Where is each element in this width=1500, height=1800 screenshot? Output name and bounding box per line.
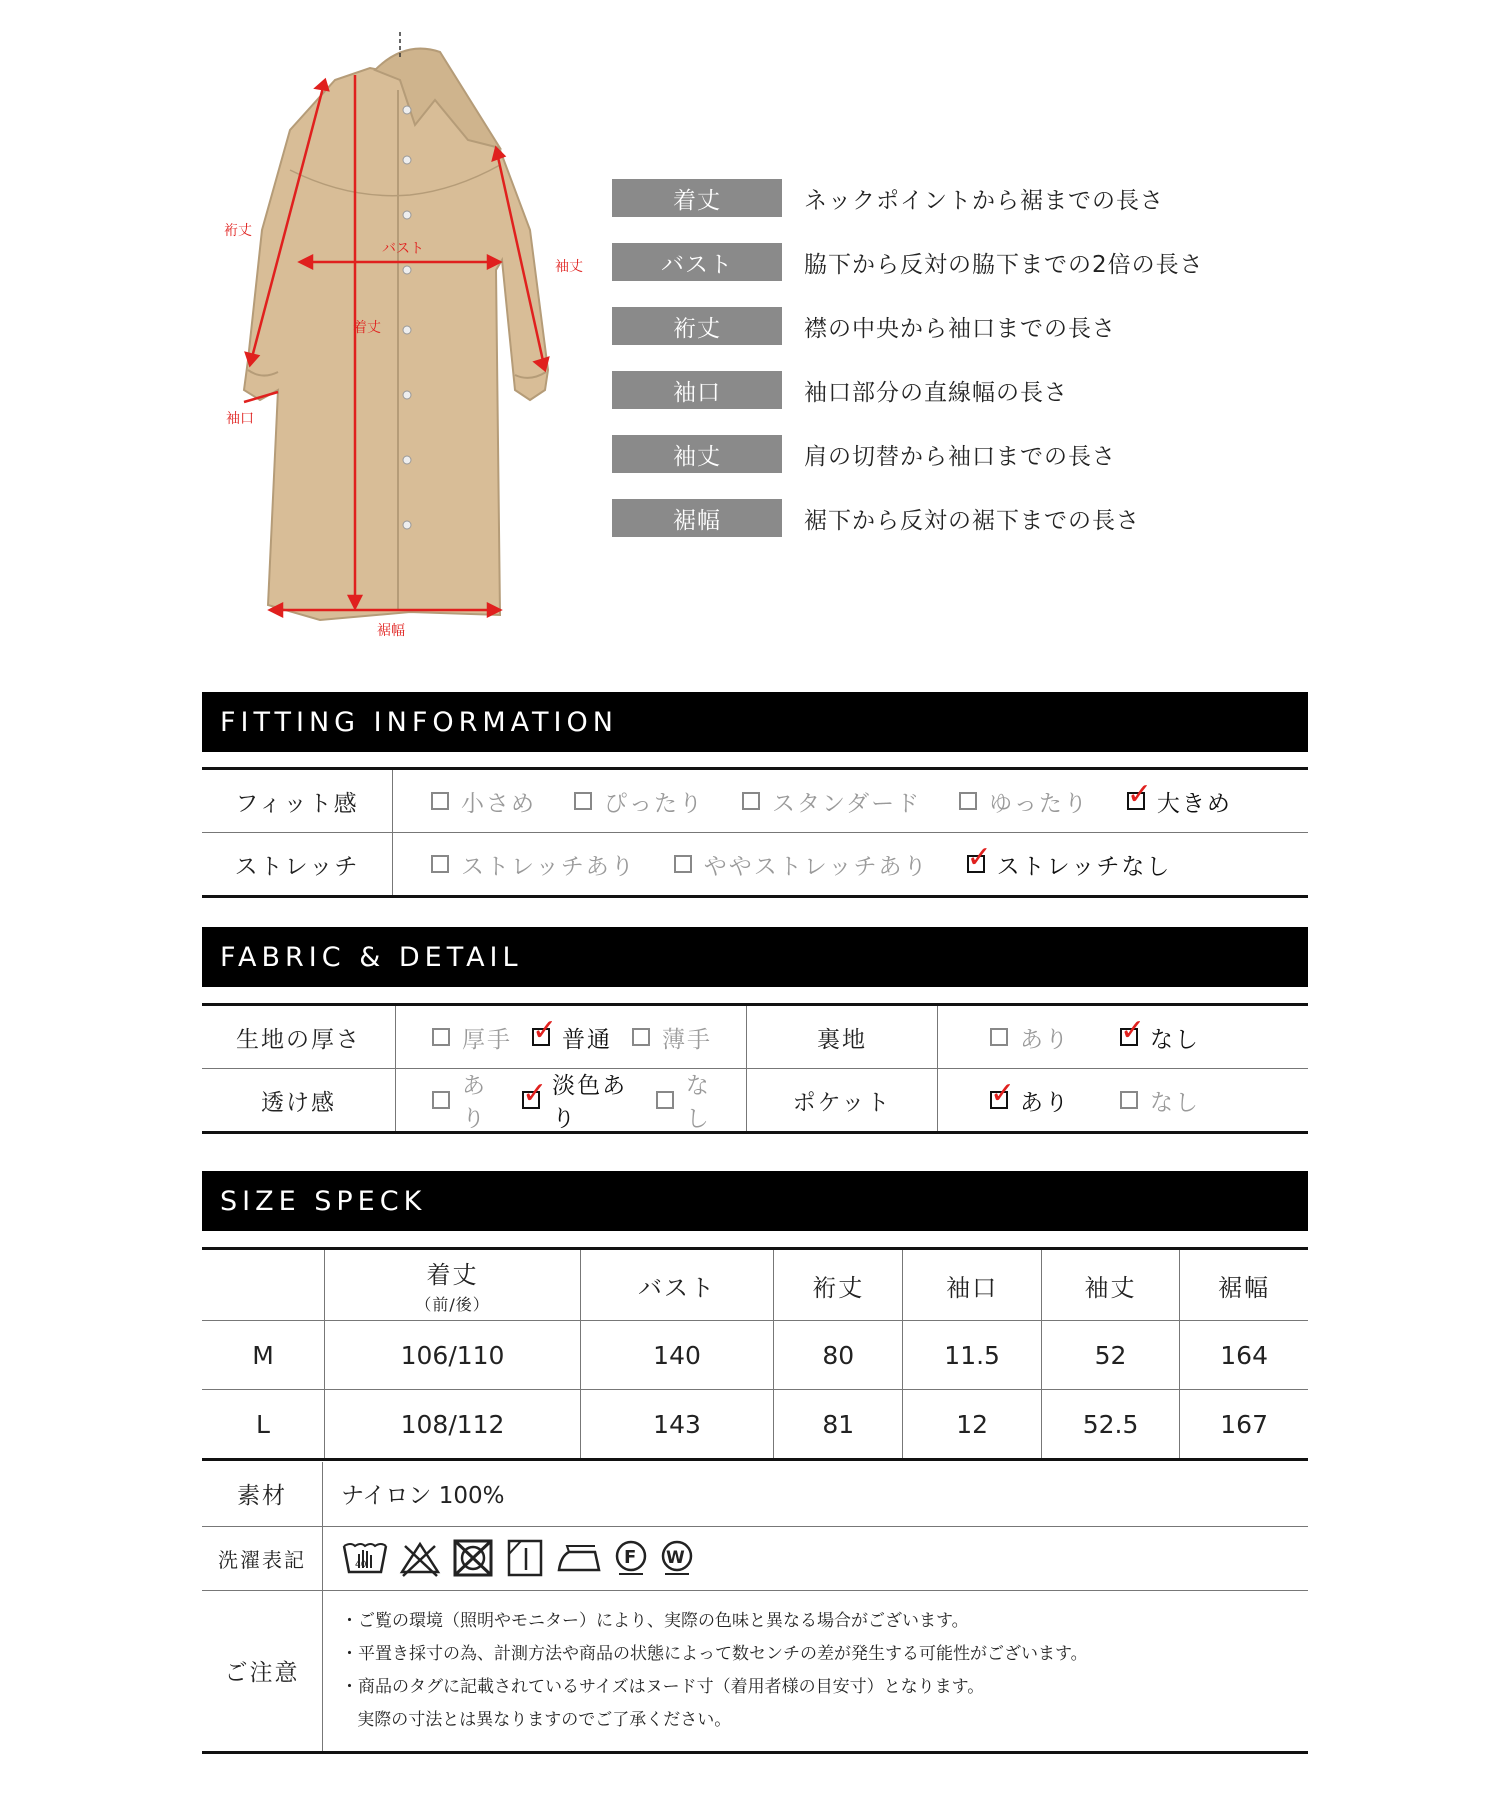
option-label: ストレッチなし [996,853,1172,880]
fit-option [574,785,704,818]
checked-checkbox-icon [966,840,994,875]
sheerness-label: 透け感 [202,1069,396,1131]
legend-row [612,436,1312,472]
size-value: 52.5 [1041,1390,1179,1460]
size-header-cell: バスト [581,1249,774,1321]
option-label: ゆったり [989,790,1089,817]
size-value: 108/112 [325,1390,581,1460]
fabric-table [202,1003,1308,1134]
legend-desc: ネックポイントから裾までの長さ [804,187,1164,214]
legend-desc: 肩の切替から袖口までの長さ [804,443,1116,470]
size-header-cell [325,1249,581,1321]
thickness-option [632,1021,712,1054]
fit-option [959,785,1089,818]
size-header-cell: 裾幅 [1180,1249,1308,1321]
fit-option [742,785,921,818]
lining-option-checked [1120,1013,1200,1054]
option-label: あり [462,1073,487,1132]
option-label: 厚手 [462,1026,512,1053]
fabric-row [202,1006,1308,1069]
size-value: 164 [1180,1321,1308,1390]
checkbox-icon [959,792,977,810]
susohaba-label: 裾幅 [377,623,405,639]
coat-illustration [200,30,620,650]
thickness-options [396,1006,747,1068]
legend-row [612,180,1312,216]
size-value: 106/110 [325,1321,581,1390]
thickness-option [432,1021,512,1054]
size-value: 81 [774,1390,903,1460]
checkbox-icon [656,1091,674,1109]
fit-label: フィット感 [202,770,393,832]
size-value: 11.5 [903,1321,1041,1390]
fit-option-checked [1126,777,1232,818]
size-value: 167 [1180,1390,1308,1460]
sodetake-label: 袖丈 [555,259,583,275]
fit-row [202,770,1308,833]
size-table [202,1247,1308,1461]
bust-label: バスト [382,241,424,257]
checkbox-icon [990,1028,1008,1046]
legend-term: 袖口 [612,371,782,409]
material-label: 素材 [202,1462,323,1526]
svg-text:W: W [666,1548,685,1568]
stretch-option [674,848,929,881]
checked-checkbox-icon [522,1076,550,1111]
stretch-options [393,833,1308,895]
no-tumble-dry-icon [451,1538,495,1578]
red-check-icon: ✓ [990,1076,1018,1111]
checkbox-icon [742,792,760,810]
legend-term: 袖丈 [612,435,782,473]
iron-low-icon [555,1538,603,1578]
size-value: 80 [774,1321,903,1390]
fabric-row [202,1069,1308,1131]
option-label: なし [1150,1026,1200,1053]
measurement-legend [612,180,1312,564]
checkbox-icon [431,855,449,873]
size-header-cell: 裄丈 [774,1249,903,1321]
kitake-label: 着丈 [353,320,381,336]
size-header-cell: 袖口 [903,1249,1041,1321]
note-item: ・ご覧の環境（照明やモニター）により、実際の色味と異なる場合がございます。 [341,1610,969,1631]
sheerness-option-checked [522,1067,636,1133]
care-row [202,1526,1308,1590]
red-check-icon: ✓ [966,840,994,875]
size-value: 12 [903,1390,1041,1460]
lining-label: 裏地 [747,1006,938,1068]
legend-term: 着丈 [612,179,782,217]
sheerness-option [656,1067,726,1133]
size-header-label: 着丈 [426,1261,479,1289]
red-check-icon: ✓ [522,1076,550,1111]
checked-checkbox-icon [1126,777,1155,812]
care-cell [323,1526,1309,1590]
red-check-icon: ✓ [1120,1013,1148,1048]
pocket-options [938,1069,1308,1131]
care-label: 洗濯表記 [202,1526,323,1590]
lining-option [990,1021,1070,1054]
red-check-icon: ✓ [532,1013,560,1048]
option-label: スタンダード [772,790,922,817]
size-row [202,1321,1308,1390]
size-header-row [202,1249,1308,1321]
no-bleach-icon [399,1538,441,1578]
notes-list [341,1591,1308,1751]
thickness-option-checked [532,1013,612,1054]
yukitake-label: 裄丈 [224,223,252,239]
fit-option [431,785,536,818]
option-label: 淡色あり [552,1073,628,1132]
fitting-section-header: FITTING INFORMATION [202,692,1308,752]
fabric-section-header: FABRIC & DETAIL [202,927,1308,987]
red-check-icon: ✓ [1126,777,1155,812]
size-value: 140 [581,1321,774,1390]
legend-row [612,500,1312,536]
thickness-label: 生地の厚さ [202,1006,396,1068]
checked-checkbox-icon [1120,1013,1148,1048]
size-value: 52 [1041,1321,1179,1390]
dry-clean-f-icon [613,1538,649,1578]
size-header-cell: 袖丈 [1041,1249,1179,1321]
legend-row [612,244,1312,280]
option-label: ストレッチあり [461,853,636,880]
notes-label: ご注意 [202,1590,323,1752]
notes-row [202,1590,1308,1752]
stretch-label: ストレッチ [202,833,393,895]
legend-term: バスト [612,243,782,281]
option-label: あり [1020,1089,1070,1116]
svg-text:40: 40 [355,1560,367,1570]
care-icons [341,1538,1308,1578]
legend-term: 裾幅 [612,499,782,537]
legend-desc: 脇下から反対の脇下までの2倍の長さ [804,251,1204,278]
stretch-option [431,848,636,881]
sheerness-options [396,1069,747,1131]
checked-checkbox-icon [532,1013,560,1048]
size-value: 143 [581,1390,774,1460]
checkbox-icon [432,1028,450,1046]
checkbox-icon [632,1028,650,1046]
material-value: ナイロン 100% [323,1462,1309,1526]
legend-row [612,308,1312,344]
checkbox-icon [574,792,592,810]
lining-options [938,1006,1308,1068]
option-label: なし [1150,1089,1200,1116]
size-corner-cell [202,1249,325,1321]
note-item: ・平置き採寸の為、計測方法や商品の状態によって数センチの差が発生する可能性がございます。 [341,1643,1088,1664]
size-header-sub: （前/後） [415,1295,490,1314]
info-table [202,1462,1308,1754]
option-label: あり [1020,1026,1070,1053]
material-row [202,1462,1308,1526]
sheerness-option [432,1067,502,1133]
fit-options [393,770,1308,832]
size-name: M [202,1321,325,1390]
option-label: なし [685,1073,711,1132]
checkbox-icon [432,1091,450,1109]
legend-row [612,372,1312,408]
option-label: 薄手 [662,1026,712,1053]
pocket-option [1120,1084,1200,1117]
pocket-label: ポケット [747,1069,938,1131]
size-section-header: SIZE SPECK [202,1171,1308,1231]
notes-cell [323,1590,1309,1752]
fitting-table [202,767,1308,898]
checkbox-icon [674,855,692,873]
checkbox-icon [1120,1091,1138,1109]
option-label: ぴったり [604,790,704,817]
option-label: 普通 [562,1026,612,1053]
coat-diagram [200,30,620,650]
option-label: ややストレッチあり [703,853,929,880]
option-label: 大きめ [1156,790,1232,817]
size-row [202,1390,1308,1460]
note-item: ・商品のタグに記載されているサイズはヌード寸（着用者様の目安寸）となります。 実際の寸法とは異なりますのでご了承ください。 [341,1676,985,1730]
svg-text:F: F [624,1547,637,1568]
hand-wash-40-icon [341,1538,389,1578]
legend-term: 裄丈 [612,307,782,345]
size-name: L [202,1390,325,1460]
stretch-row [202,833,1308,895]
option-label: 小さめ [461,790,536,817]
checked-checkbox-icon [990,1076,1018,1111]
legend-desc: 袖口部分の直線幅の長さ [804,379,1068,406]
legend-desc: 襟の中央から袖口までの長さ [804,315,1116,342]
checkbox-icon [431,792,449,810]
pocket-option-checked [990,1076,1070,1117]
drip-dry-shade-icon [505,1538,545,1578]
stretch-option-checked [966,840,1172,881]
wet-clean-w-icon [659,1538,695,1578]
legend-desc: 裾下から反対の裾下までの長さ [804,507,1140,534]
sodeguchi-label: 袖口 [226,411,254,427]
